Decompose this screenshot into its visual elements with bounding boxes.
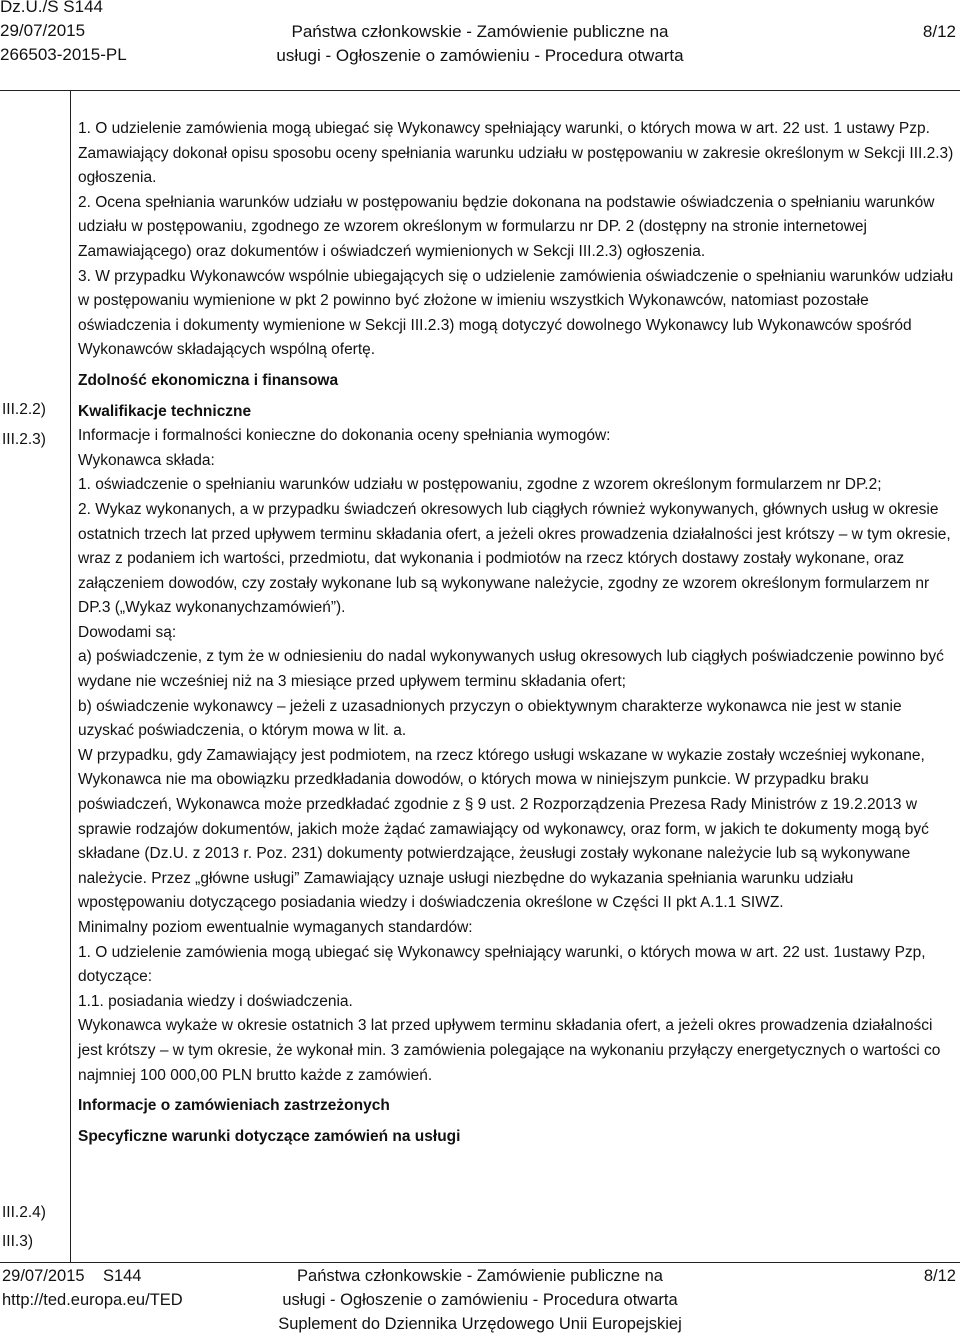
notice-body (78, 117, 954, 1149)
heading-technical-qualifications: Kwalifikacje techniczne (78, 402, 252, 420)
section-number-iii-2-4: III.2.4) (2, 1204, 46, 1221)
footer-title-line2: usługi - Ogłoszenie o zamówieniu - Procedura otwarta (282, 1291, 678, 1309)
text-evidence-notes: W przypadku, gdy Zamawiający jest podmiotem, na rzecz którego usługi wskazane w wykazie zostały wcześniej wykonane, Wykonawca nie ma obowiązku przedkładania dowodów, o których mowa w niniejszym punkcie. W przypadku braku poświadczeń, Wykonawca może przedkładać zgodnie z § 9 ust. 2 Rozporządzenia Prezesa Rady Ministrów z 19.2.2013 w sprawie rodzajów dokumentów, jakich może żądać zamawiający od wykonawcy, oraz form, w jakich te dokumenty mogą być składane (Dz.U. z 2013 r. Poz. 231) dokumenty potwierdzające, żeusługi zostały wykonane należycie lub są wykonywane należycie. Przez „główne usługi” Zamawiający uznaje usługi niezbędne do wykazania spełniania warunku udziału wpostępowaniu dotyczącego posiadania wiedzy i doświadczenia określone w Części II pkt A.1.1 SIWZ. (78, 746, 929, 912)
section-number-iii-2-2: III.2.2) (2, 401, 46, 418)
section-gutter (0, 90, 71, 1262)
section-number-iii-3: III.3) (2, 1233, 34, 1250)
text-standards-detail: Wykonawca wykaże w okresie ostatnich 3 lat przed upływem terminu składania ofert, a jeżeli okres prowadzenia działalności jest krótszy – w tym okresie, że wykonał min. 3 zamówienia polegające na wykonaniu przyłączy energetycznych o wartości co najmniej 100 000,00 PLN brutto każde z zamówień. (78, 1017, 941, 1084)
footer-date: 29/07/2015 (2, 1267, 85, 1285)
text-standards-1: 1. O udzielenie zamówienia mogą ubiegać się Wykonawcy spełniający warunki, o których mowa w art. 22 ust. 1ustawy Pzp, dotyczące: (78, 943, 926, 986)
heading-economic-capacity: Zdolność ekonomiczna i finansowa (78, 371, 339, 389)
text-evidence-a: a) poświadczenie, z tym że w odniesieniu do nadal wykonywanych usług okresowych lub ciągłych poświadczenie powinno być wydane nie wcześniej niż na 3 miesiące przed upływem terminu składania ofert; (78, 648, 944, 691)
header-title (0, 20, 960, 68)
text-evidence-b: b) oświadczenie wykonawcy – jeżeli z uzasadnionych przyczyn o obiektywnym charakterze wykonawca nie jest w stanie uzyskać poświadczenia, o którym mowa w lit. a. (78, 697, 902, 740)
paragraph-1: 1. O udzielenie zamówienia mogą ubiegać się Wykonawcy spełniający warunki, o których mowa w art. 22 ust. 1 ustawy Pzp. Zamawiający dokonał opisu sposobu oceny spełniania warunku udziału w postępowaniu w zakresie określonym w Sekcji III.2.3) ogłoszenia. (78, 120, 954, 187)
footer-title-line3: Suplement do Dziennika Urzędowego Unii Europejskiej (278, 1315, 682, 1333)
heading-reserved-contracts: Informacje o zamówieniach zastrzeżonych (78, 1097, 390, 1115)
header-title-line1: Państwa członkowskie - Zamówienie publiczne na (291, 22, 669, 41)
footer-divider (0, 1262, 960, 1263)
header-title-line2: usługi - Ogłoszenie o zamówieniu - Procedura otwarta (276, 46, 684, 65)
text-evidence-heading: Dowodami są: (78, 623, 177, 641)
text-minimum-standards: Minimalny poziom ewentualnie wymaganych standardów: (78, 919, 473, 936)
journal-ref: Dz.U./S S144 (0, 0, 103, 16)
text-requirements-intro: Informacje i formalności konieczne do dokonania oceny spełniania wymogów: (78, 427, 611, 445)
footer-title (0, 1264, 960, 1336)
footer-title-line1: Państwa członkowskie - Zamówienie publiczne na (297, 1267, 663, 1285)
notice-id: 266503-2015-PL (0, 45, 127, 64)
text-item-2: 2. Wykaz wykonanych, a w przypadku świadczeń okresowych lub ciągłych również wykonywanych, głównych usług w okresie ostatnich trzech lat przed upływem terminu składania ofert, a jeżeli okres prowadzenia działalności jest krótszy – w tym okresie, wraz z podaniem ich wartości, przedmiotu, dat wykonania i podmiotów na rzecz których dostawy zostały wykonane, oraz załączeniem dowodów, czy zostały wykonane lub są wykonywane należycie, zgodny ze wzorem określonym formularzem nr DP.3 („Wykaz wykonanychzamówień”). (78, 500, 951, 617)
header-page-number: 8/12 (922, 22, 956, 41)
heading-specific-conditions: Specyficzne warunki dotyczące zamówień na usługi (78, 1127, 461, 1145)
paragraph-2: 2. Ocena spełniania warunków udziału w postępowaniu będzie dokonana na podstawie oświadczenia o spełnianiu warunków udziału w postępowaniu, zgodnego ze wzorem określonym w formularzu nr DP. 2 (dostępny na stronie internetowej Zamawiającego) oraz dokumentów i oświadczeń wymienionych w Sekcji III.2.3) ogłoszenia. (78, 193, 935, 260)
section-number-iii-2-3: III.2.3) (2, 431, 46, 448)
paragraph-3: 3. W przypadku Wykonawców wspólnie ubiegających się o udzielenie zamówienia oświadczenie o spełnianiu warunków udziału w postępowaniu wymienione w pkt 2 powinno być złożone w imieniu wszystkich Wykonawców, natomiast pozostałe oświadczenia i dokumenty wymienione w Sekcji III.2.3) mogą dotyczyć dowolnego Wykonawcy lub Wykonawców spośród Wykonawców składających wspólną ofertę. (78, 267, 954, 359)
footer-page-number: 8/12 (923, 1267, 956, 1285)
header-date: 29/07/2015 (0, 21, 86, 40)
text-standards-1-1: 1.1. posiadania wiedzy i doświadczenia. (78, 992, 353, 1010)
text-contractor-submits: Wykonawca składa: (78, 451, 215, 469)
footer-series: S144 (102, 1267, 142, 1285)
footer-url: http://ted.europa.eu/TED (2, 1291, 183, 1309)
text-item-1: 1. oświadczenie o spełnianiu warunków udziału w postępowaniu, zgodne z wzorem określonym formularzem nr DP.2; (78, 476, 882, 494)
header-divider (0, 90, 960, 91)
